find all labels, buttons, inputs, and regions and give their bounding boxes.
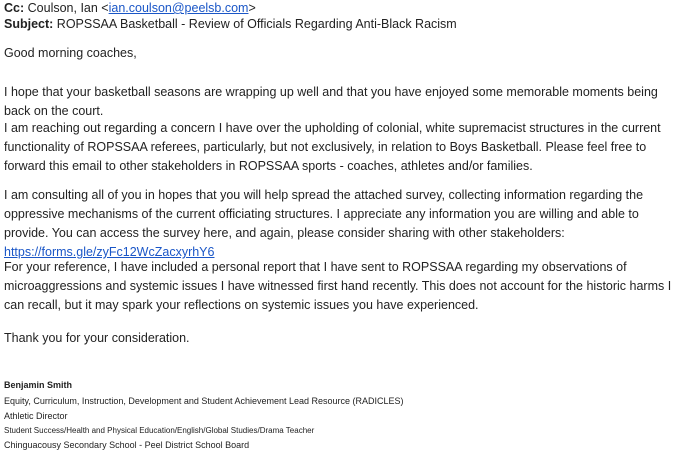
cc-suffix: > — [248, 1, 256, 15]
signature-name: Benjamin Smith — [4, 380, 73, 390]
signature-title: Equity, Curriculum, Instruction, Development and Student Achievement Lead Resource (RADICLES) — [4, 396, 404, 406]
greeting: Good morning coaches, — [4, 46, 137, 60]
cc-line — [4, 0, 256, 16]
signature-subjects: Student Success/Health and Physical Education/English/Global Studies/Drama Teacher — [4, 426, 315, 435]
cc-name: Coulson, Ian < — [27, 1, 109, 15]
cc-email-link[interactable]: ian.coulson@peelsb.com — [108, 1, 249, 15]
thanks-line: Thank you for your consideration. — [4, 331, 190, 345]
subject-text: ROPSSAA Basketball - Review of Officials Regarding Anti-Black Racism — [56, 17, 457, 31]
subject-line — [4, 16, 457, 32]
paragraph-1: I hope that your basketball seasons are wrapping up well and that you have enjoyed some memorable moments being back on the court. — [4, 85, 658, 118]
survey-link[interactable]: https://forms.gle/zyFc12WcZacxyrhY6 — [4, 245, 215, 259]
paragraph-3 — [4, 186, 680, 262]
signature-school: Chinguacousy Secondary School - Peel District School Board — [4, 440, 250, 450]
subject-label: Subject: — [4, 17, 54, 31]
paragraph-4: For your reference, I have included a personal report that I have sent to ROPSSAA regarding my observations of microaggressions and systemic issues I have witnessed first hand recently. This does not account for the historic harms I can recall, but it may spark your reflections on systemic issues you have experienced. — [4, 260, 672, 312]
signature-role: Athletic Director — [4, 411, 68, 421]
paragraph-2: I am reaching out regarding a concern I have over the upholding of colonial, white supremacist structures in the current functionality of ROPSSAA referees, particularly, but not exclusively, in relation to Boys Basketball. Please feel free to forward this email to other stakeholders in ROPSSAA sports - coaches, athletes and/or families. — [4, 121, 661, 173]
paragraph-3-text: I am consulting all of you in hopes that you will help spread the attached survey, collecting information regarding the oppressive mechanisms of the current officiating structures. I appreciate any information you are willing and able to provide. You can access the survey here, and again, please consider sharing with other stakeholders: — [4, 188, 644, 240]
cc-label: Cc: — [4, 1, 25, 15]
